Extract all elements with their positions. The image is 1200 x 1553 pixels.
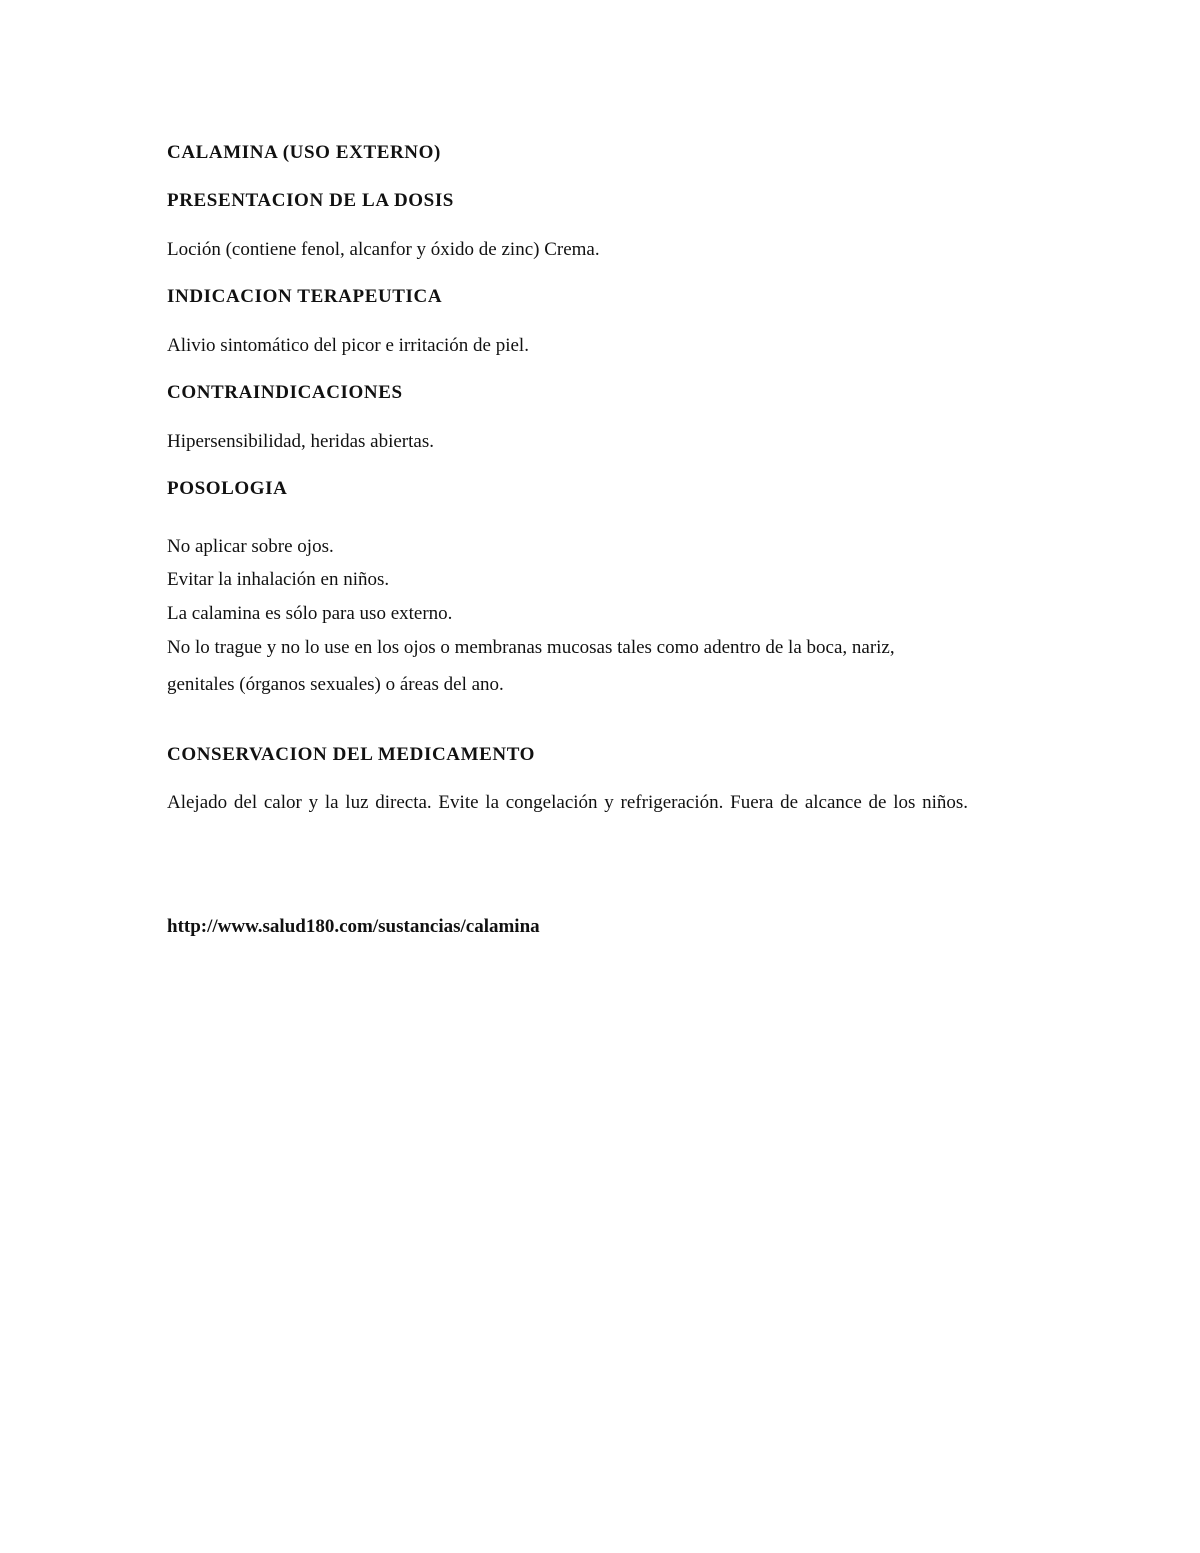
posologia-line: No lo trague y no lo use en los ojos o membranas mucosas tales como adentro de la boca, nariz, [167, 637, 895, 658]
source-link[interactable]: http://www.salud180.com/sustancias/calamina [167, 916, 540, 937]
section-text-conservacion: Alejado del calor y la luz directa. Evite la congelación y refrigeración. Fuera de alcance de los niños. [167, 792, 969, 813]
section-text-contraindicaciones: Hipersensibilidad, heridas abiertas. [167, 431, 434, 452]
section-heading-posologia: POSOLOGIA [167, 478, 288, 499]
document-title: CALAMINA (USO EXTERNO) [167, 142, 441, 163]
posologia-line: La calamina es sólo para uso externo. [167, 603, 453, 624]
section-heading-conservacion: CONSERVACION DEL MEDICAMENTO [167, 744, 536, 765]
posologia-line: Evitar la inhalación en niños. [167, 569, 390, 590]
section-heading-indicacion: INDICACION TERAPEUTICA [167, 286, 443, 307]
posologia-line: No aplicar sobre ojos. [167, 536, 334, 557]
section-text-indicacion: Alivio sintomático del picor e irritación de piel. [167, 335, 529, 356]
section-heading-presentacion: PRESENTACION DE LA DOSIS [167, 190, 454, 211]
section-text-presentacion: Loción (contiene fenol, alcanfor y óxido de zinc) Crema. [167, 239, 600, 260]
section-heading-contraindicaciones: CONTRAINDICACIONES [167, 382, 403, 403]
posologia-line: genitales (órganos sexuales) o áreas del ano. [167, 674, 504, 695]
